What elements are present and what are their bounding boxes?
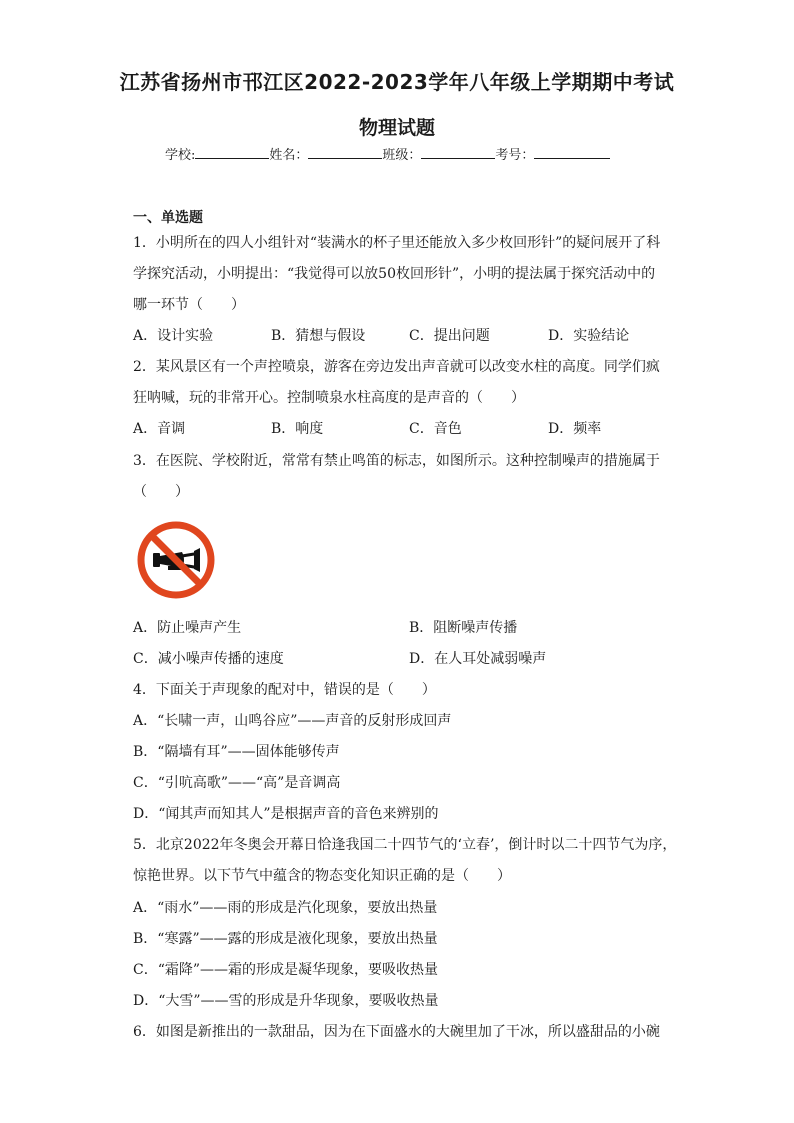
q1-line-2: 学探究活动，小明提出：“我觉得可以放50枚回形针”，小明的提法属于探究活动中的 [133, 266, 656, 282]
no-honking-sign-icon [136, 520, 216, 600]
q5-option-d[interactable]: D．“大雪”——雪的形成是升华现象，要吸收热量 [133, 993, 439, 1009]
q5-option-b[interactable]: B．“寒露”——露的形成是液化现象，要放出热量 [133, 931, 438, 947]
q5-line-2: 惊艳世界。以下节气中蕴含的物态变化知识正确的是（ ） [133, 868, 511, 884]
q3-option-a[interactable]: A．防止噪声产生 [133, 620, 242, 636]
q5-option-c[interactable]: C．“霜降”——霜的形成是凝华现象，要吸收热量 [133, 962, 439, 978]
q4-line-1: 4．下面关于声现象的配对中，错误的是（ ） [133, 682, 436, 698]
school-label: 学校: [165, 148, 196, 163]
q4-option-a[interactable]: A．“长啸一声，山鸣谷应”——声音的反射形成回声 [133, 713, 452, 729]
q6-line-1: 6．如图是新推出的一款甜品，因为在下面盛水的大碗里加了干冰，所以盛甜品的小碗 [133, 1024, 660, 1040]
q2-option-b[interactable]: B．响度 [271, 421, 324, 437]
q2-option-a[interactable]: A．音调 [133, 421, 186, 437]
q4-option-c[interactable]: C．“引吭高歌”——“高”是音调高 [133, 775, 341, 791]
q3-option-b[interactable]: B．阻断噪声传播 [409, 620, 518, 636]
section-heading: 一、单选题 [133, 210, 203, 226]
q1-option-c[interactable]: C．提出问题 [409, 328, 490, 344]
exam-no-label: 考号： [495, 148, 535, 163]
name-label: 姓名： [269, 148, 309, 163]
q2-line-2: 狂呐喊，玩的非常开心。控制喷泉水柱高度的是声音的（ ） [133, 390, 525, 406]
q3-option-c[interactable]: C．减小噪声传播的速度 [133, 651, 284, 667]
q2-option-c[interactable]: C．音色 [409, 421, 462, 437]
q1-line-3: 哪一环节（ ） [133, 297, 245, 313]
student-info-row [165, 144, 610, 163]
q2-option-d[interactable]: D．频率 [548, 421, 602, 437]
q3-line-1: 3．在医院、学校附近，常常有禁止鸣笛的标志，如图所示。这种控制噪声的措施属于 [133, 453, 660, 469]
q1-option-a[interactable]: A．设计实验 [133, 328, 214, 344]
class-label: 班级： [382, 148, 422, 163]
q1-line-1: 1．小明所在的四人小组针对“装满水的杯子里还能放入多少枚回形针”的疑问展开了科 [133, 235, 661, 251]
q3-line-2: （ ） [133, 484, 189, 500]
name-blank[interactable] [308, 144, 382, 159]
q4-option-d[interactable]: D．“闻其声而知其人”是根据声音的音色来辨别的 [133, 806, 439, 822]
exam-title: 江苏省扬州市邗江区2022-2023学年八年级上学期期中考试 [119, 70, 675, 94]
class-blank[interactable] [421, 144, 495, 159]
q1-option-b[interactable]: B．猜想与假设 [271, 328, 366, 344]
exam-no-blank[interactable] [534, 144, 610, 159]
q1-option-d[interactable]: D．实验结论 [548, 328, 630, 344]
q3-option-d[interactable]: D．在人耳处减弱噪声 [409, 651, 547, 667]
q4-option-b[interactable]: B．“隔墙有耳”——固体能够传声 [133, 744, 340, 760]
q2-line-1: 2．某风景区有一个声控喷泉，游客在旁边发出声音就可以改变水柱的高度。同学们疯 [133, 359, 660, 375]
q5-line-1: 5．北京2022年冬奥会开幕日恰逢我国二十四节气的‘立春’，倒计时以二十四节气为序， [133, 837, 677, 853]
school-blank[interactable] [195, 144, 269, 159]
q5-option-a[interactable]: A．“雨水”——雨的形成是汽化现象，要放出热量 [133, 900, 438, 916]
exam-subtitle: 物理试题 [358, 117, 435, 139]
